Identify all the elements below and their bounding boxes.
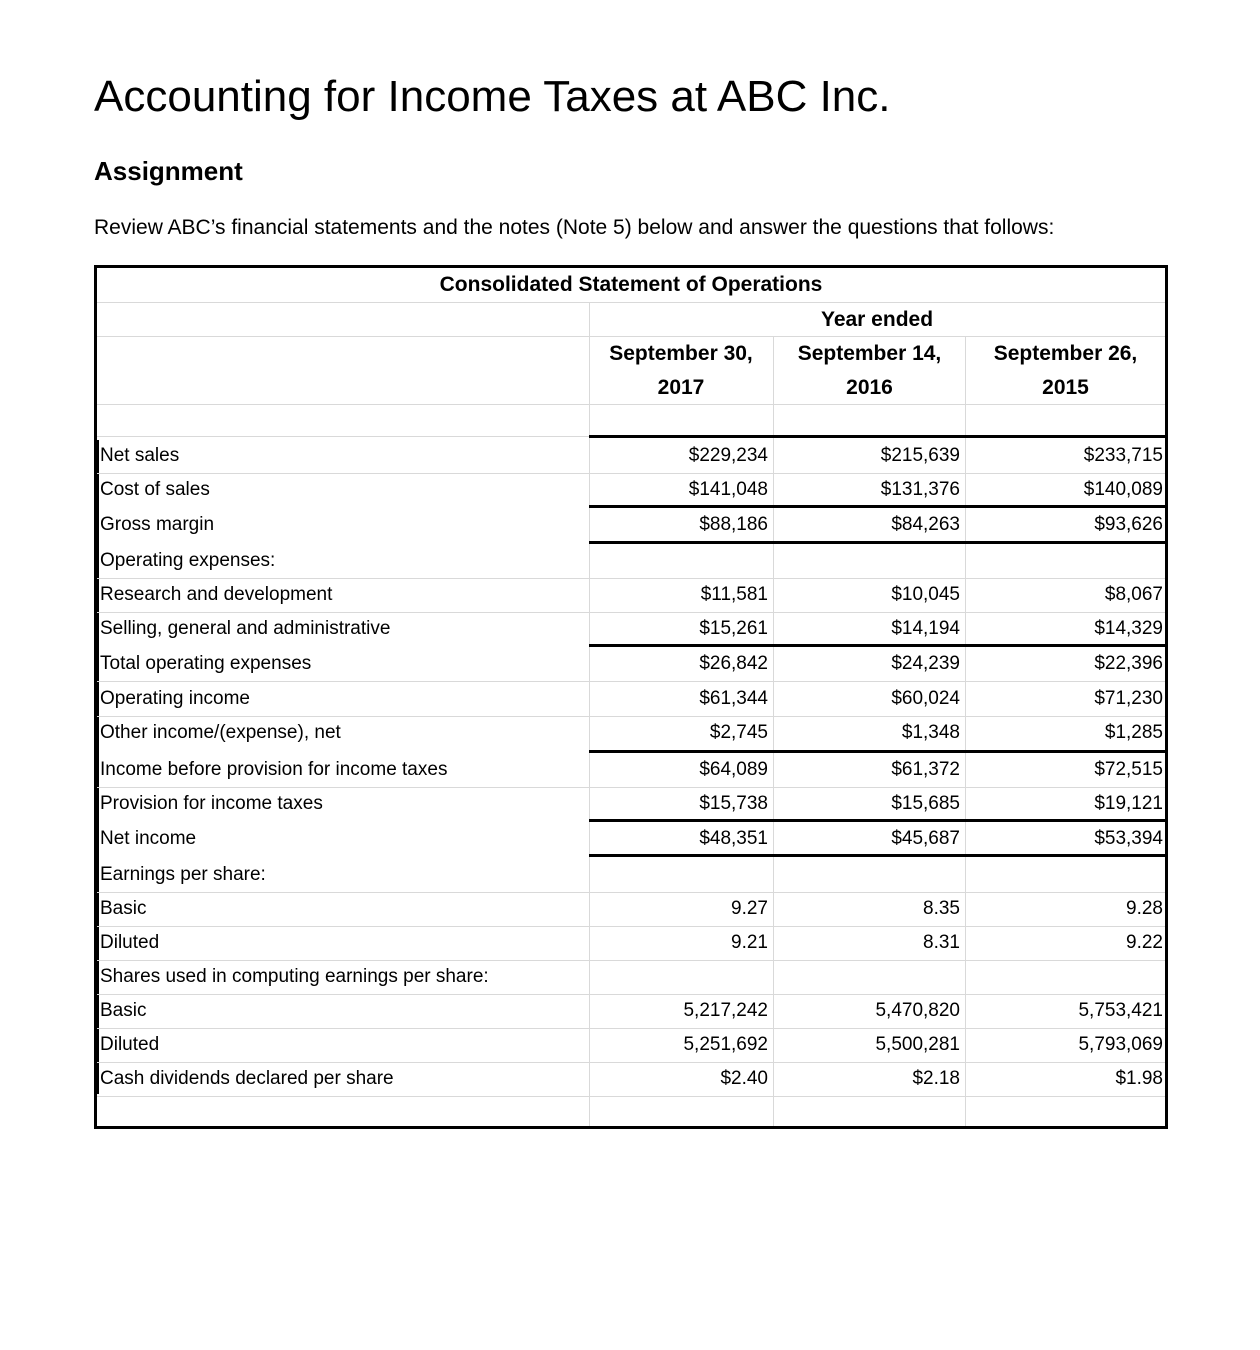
value-2016: $1,348 (901, 722, 960, 743)
row-label: Total operating expenses (100, 653, 312, 674)
row-research-and-development (97, 578, 1165, 612)
value-2016: $84,263 (891, 514, 960, 535)
column-header-2015-line2: 2015 (1042, 376, 1089, 399)
row-label: Net sales (100, 445, 180, 466)
row-label: Operating expenses: (100, 550, 276, 571)
value-2017: 5,217,242 (683, 1000, 768, 1021)
row-label: Provision for income taxes (100, 793, 323, 814)
row-total-operating-expenses (97, 647, 1165, 681)
row-label: Net income (100, 828, 197, 849)
value-2015: $93,626 (1094, 514, 1163, 535)
value-2015: 9.22 (1126, 932, 1163, 953)
value-2017: $2.40 (720, 1068, 768, 1089)
value-2016: $14,194 (891, 618, 960, 639)
value-2017: $26,842 (699, 653, 768, 674)
column-header-2016-line1: September 14, (797, 342, 942, 365)
row-operating-income (97, 682, 1165, 716)
value-2016: 5,500,281 (875, 1034, 960, 1055)
section-heading: Assignment (94, 156, 243, 186)
value-2016: $24,239 (891, 653, 960, 674)
row-net-sales (97, 439, 1165, 473)
value-2015: 5,793,069 (1078, 1034, 1163, 1055)
row-shares-header (97, 960, 1165, 994)
row-income-before-taxes (97, 753, 1165, 787)
value-2015: 9.28 (1126, 898, 1163, 919)
value-2015: $233,715 (1083, 445, 1163, 466)
row-shares-diluted (97, 1028, 1165, 1062)
value-2016: 8.35 (923, 898, 960, 919)
value-2017: $64,089 (699, 759, 768, 780)
row-label: Basic (100, 1000, 147, 1021)
value-2017: 5,251,692 (683, 1034, 768, 1055)
row-label: Operating income (100, 688, 250, 709)
row-label: Shares used in computing earnings per share: (100, 966, 489, 987)
page-title: Accounting for Income Taxes at ABC Inc. (94, 72, 891, 121)
value-2016: $215,639 (880, 445, 960, 466)
value-2017: 9.21 (731, 932, 768, 953)
row-label: Research and development (100, 584, 333, 605)
value-2017: $61,344 (699, 688, 768, 709)
column-header-2017-line1: September 30, (609, 342, 753, 365)
row-sga (97, 612, 1165, 646)
row-label: Basic (100, 898, 147, 919)
value-2017: $141,048 (688, 479, 768, 500)
value-2017: $2,745 (709, 722, 768, 743)
row-label: Earnings per share: (100, 864, 266, 885)
row-label: Income before provision for income taxes (100, 759, 448, 780)
row-label: Diluted (100, 932, 160, 953)
row-cash-dividends (97, 1062, 1165, 1096)
row-gross-margin (97, 508, 1165, 542)
value-2017: $11,581 (700, 584, 768, 605)
value-2015: $140,089 (1083, 479, 1163, 500)
row-label: Gross margin (100, 514, 215, 535)
row-eps-basic (97, 892, 1165, 926)
total-rule (589, 435, 1165, 438)
value-2017: $88,186 (699, 514, 768, 535)
value-2015: $19,121 (1094, 793, 1163, 814)
value-2015: $8,067 (1104, 584, 1163, 605)
value-2016: $131,376 (880, 479, 960, 500)
row-operating-expenses-header (97, 544, 1165, 578)
value-2017: $48,351 (699, 828, 768, 849)
value-2016: $45,687 (891, 828, 960, 849)
column-header-2015-line1: September 26, (993, 342, 1138, 365)
value-2015: $72,515 (1094, 759, 1163, 780)
value-2016: $60,024 (891, 688, 960, 709)
row-provision-for-income-taxes (97, 787, 1165, 821)
value-2016: $10,045 (891, 584, 960, 605)
value-2015: $53,394 (1094, 828, 1163, 849)
value-2016: $15,685 (891, 793, 960, 814)
intro-paragraph: Review ABC’s financial statements and the notes (Note 5) below and answer the questions that follows: (94, 216, 1055, 239)
statement-heading: Consolidated Statement of Operations (97, 268, 1165, 303)
income-statement-table (94, 265, 1168, 1129)
value-2017: 9.27 (731, 898, 768, 919)
row-shares-basic (97, 994, 1165, 1028)
grid-line (97, 1096, 1165, 1097)
value-2015: $1,285 (1104, 722, 1163, 743)
row-other-income (97, 716, 1165, 750)
row-label: Cash dividends declared per share (100, 1068, 394, 1089)
value-2015: $14,329 (1094, 618, 1163, 639)
row-eps-header (97, 858, 1165, 892)
column-header-2016-line2: 2016 (846, 376, 893, 399)
value-2015: $22,396 (1094, 653, 1163, 674)
row-label: Selling, general and administrative (100, 618, 391, 639)
row-eps-diluted (97, 926, 1165, 960)
row-net-income (97, 822, 1165, 856)
row-label: Diluted (100, 1034, 160, 1055)
value-2016: 8.31 (923, 932, 960, 953)
value-2015: $1.98 (1115, 1068, 1163, 1089)
value-2016: $2.18 (912, 1068, 960, 1089)
value-2017: $229,234 (688, 445, 768, 466)
grid-line (97, 404, 1165, 405)
value-2016: $61,372 (891, 759, 960, 780)
value-2017: $15,738 (699, 793, 768, 814)
row-label: Cost of sales (100, 479, 210, 500)
column-header-2017-line2: 2017 (657, 376, 705, 399)
grid-line (97, 336, 1165, 337)
row-cost-of-sales (97, 473, 1165, 507)
period-header: Year ended (820, 308, 934, 331)
row-label: Other income/(expense), net (100, 722, 341, 743)
value-2017: $15,261 (699, 618, 768, 639)
value-2016: 5,470,820 (875, 1000, 960, 1021)
value-2015: 5,753,421 (1078, 1000, 1163, 1021)
value-2015: $71,230 (1094, 688, 1163, 709)
